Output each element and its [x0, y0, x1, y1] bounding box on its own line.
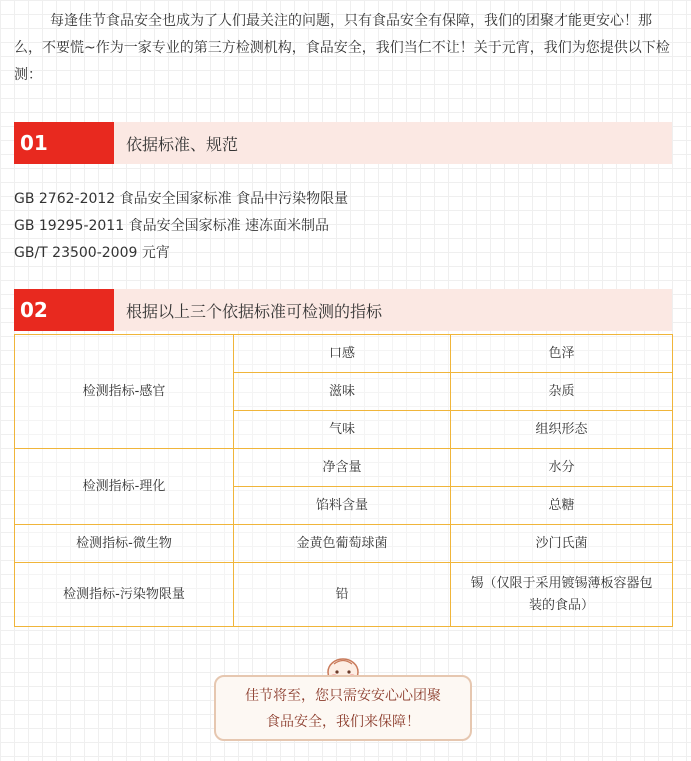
section-title: 依据标准、规范: [126, 134, 239, 154]
section-header-standards: [14, 122, 672, 164]
indicator-cell: 色泽: [451, 335, 673, 373]
standard-item: GB 19295-2011 食品安全国家标准 速冻面米制品: [14, 218, 330, 234]
footer-callout: [214, 656, 474, 746]
table-row: [15, 525, 673, 563]
indicator-cell: 气味: [234, 411, 451, 449]
footer-line: 食品安全，我们来保障！: [266, 714, 420, 730]
indicator-cell: 组织形态: [451, 411, 673, 449]
table-row: [15, 335, 673, 373]
category-cell: 检测指标-微生物: [15, 525, 234, 563]
table-row: [15, 449, 673, 487]
indicator-cell: 滋味: [234, 373, 451, 411]
footer-bubble: [214, 675, 472, 741]
indicator-cell: 锡（仅限于采用镀锡薄板容器包装的食品）: [451, 563, 673, 627]
category-cell: 检测指标-污染物限量: [15, 563, 234, 627]
section-title: 根据以上三个依据标准可检测的指标: [126, 301, 383, 321]
indicator-cell: 总糖: [451, 487, 673, 525]
indicator-table: [14, 334, 673, 627]
indicator-cell: 金黄色葡萄球菌: [234, 525, 451, 563]
section-number: 01: [14, 122, 114, 164]
indicator-cell: 口感: [234, 335, 451, 373]
section-header-indicators: [14, 289, 672, 331]
indicator-cell: 杂质: [451, 373, 673, 411]
category-cell: 检测指标-感官: [15, 335, 234, 449]
intro-paragraph: 每逢佳节食品安全也成为了人们最关注的问题，只有食品安全有保障，我们的团聚才能更安心！那么，不要慌~作为一家专业的第三方检测机构，食品安全，我们当仁不让！关于元宵，我们为您提供以下检测：: [14, 13, 670, 83]
indicator-cell: 铅: [234, 563, 451, 627]
indicator-cell: 水分: [451, 449, 673, 487]
section-number: 02: [14, 289, 114, 331]
footer-line: 佳节将至，您只需安安心心团聚: [245, 688, 441, 704]
standard-item: GB 2762-2012 食品安全国家标准 食品中污染物限量: [14, 191, 349, 207]
indicator-cell: 净含量: [234, 449, 451, 487]
category-cell: 检测指标-理化: [15, 449, 234, 525]
table-row: [15, 563, 673, 627]
indicator-cell: 沙门氏菌: [451, 525, 673, 563]
indicator-cell: 馅料含量: [234, 487, 451, 525]
standard-item: GB/T 23500-2009 元宵: [14, 245, 170, 261]
standards-list: [14, 186, 348, 267]
